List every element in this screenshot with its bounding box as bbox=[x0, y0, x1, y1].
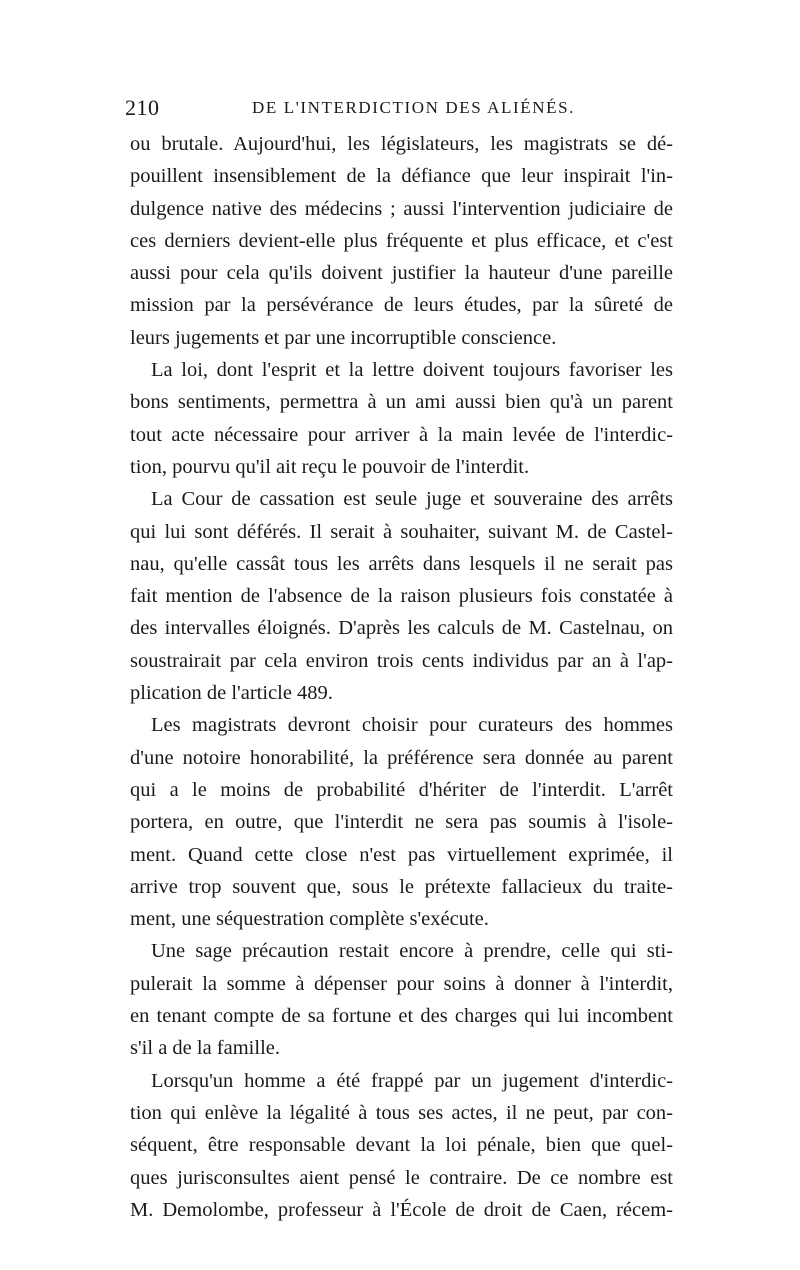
text-line: La Cour de cassation est seule juge et souveraine des arrêts bbox=[151, 488, 673, 511]
text-line: d'une notoire honorabilité, la préférence sera donnée au parent bbox=[130, 746, 673, 769]
text-line: fait mention de l'absence de la raison plusieurs fois constatée à bbox=[130, 585, 673, 608]
text-line: mission par la persévérance de leurs études, par la sûreté de bbox=[130, 294, 673, 317]
text-line: qui lui sont déférés. Il serait à souhaiter, suivant M. de Castel- bbox=[130, 520, 673, 543]
text-line: leurs jugements et par une incorruptible conscience. bbox=[130, 326, 557, 349]
text-line: tion, pourvu qu'il ait reçu le pouvoir de l'interdit. bbox=[130, 455, 530, 478]
text-line: ment. Quand cette close n'est pas virtuellement exprimée, il bbox=[130, 843, 673, 866]
text-line: s'il a de la famille. bbox=[130, 1037, 280, 1060]
text-line: séquent, être responsable devant la loi pénale, bien que quel- bbox=[130, 1134, 673, 1157]
text-line: tion qui enlève la légalité à tous ses actes, il ne peut, par con- bbox=[130, 1101, 673, 1124]
text-line: pouillent insensiblement de la défiance que leur inspirait l'in- bbox=[130, 165, 673, 188]
text-line: en tenant compte de sa fortune et des charges qui lui incombent bbox=[130, 1005, 673, 1028]
text-line: Une sage précaution restait encore à prendre, celle qui sti- bbox=[151, 940, 673, 963]
running-header bbox=[125, 95, 675, 125]
text-line: arrive trop souvent que, sous le prétexte fallacieux du traite- bbox=[130, 875, 673, 898]
text-line: M. Demolombe, professeur à l'École de droit de Caen, récem- bbox=[130, 1198, 673, 1221]
text-line: ces derniers devient-elle plus fréquente et plus efficace, et c'est bbox=[130, 229, 673, 252]
text-line: dulgence native des médecins ; aussi l'intervention judiciaire de bbox=[130, 197, 673, 220]
text-line: bons sentiments, permettra à un ami aussi bien qu'à un parent bbox=[130, 391, 673, 414]
page-number: 210 bbox=[125, 95, 160, 120]
text-line: Les magistrats devront choisir pour curateurs des hommes bbox=[151, 714, 673, 737]
text-line: aussi pour cela qu'ils doivent justifier la hauteur d'une pareille bbox=[130, 262, 673, 285]
text-line: tout acte nécessaire pour arriver à la main levée de l'interdic- bbox=[130, 423, 673, 446]
text-line: ment, une séquestration complète s'exécute. bbox=[130, 908, 489, 931]
text-line: soustrairait par cela environ trois cents individus par an à l'ap- bbox=[130, 649, 673, 672]
text-line: plication de l'article 489. bbox=[130, 682, 333, 705]
text-line: ques jurisconsultes aient pensé le contraire. De ce nombre est bbox=[130, 1166, 673, 1189]
running-title: DE L'INTERDICTION DES ALIÉNÉS. bbox=[252, 98, 576, 117]
body-text bbox=[130, 128, 673, 1226]
text-line: Lorsqu'un homme a été frappé par un jugement d'interdic- bbox=[151, 1069, 673, 1092]
text-line: pulerait la somme à dépenser pour soins à donner à l'interdit, bbox=[130, 972, 673, 995]
text-line: nau, qu'elle cassât tous les arrêts dans lesquels il ne serait pas bbox=[130, 552, 673, 575]
text-line: portera, en outre, que l'interdit ne sera pas soumis à l'isole- bbox=[130, 811, 673, 834]
text-line: qui a le moins de probabilité d'hériter de l'interdit. L'arrêt bbox=[130, 778, 673, 801]
text-line: La loi, dont l'esprit et la lettre doivent toujours favoriser les bbox=[151, 359, 673, 382]
text-line: ou brutale. Aujourd'hui, les législateurs, les magistrats se dé- bbox=[130, 133, 673, 155]
text-line: des intervalles éloignés. D'après les calculs de M. Castelnau, on bbox=[130, 617, 673, 640]
